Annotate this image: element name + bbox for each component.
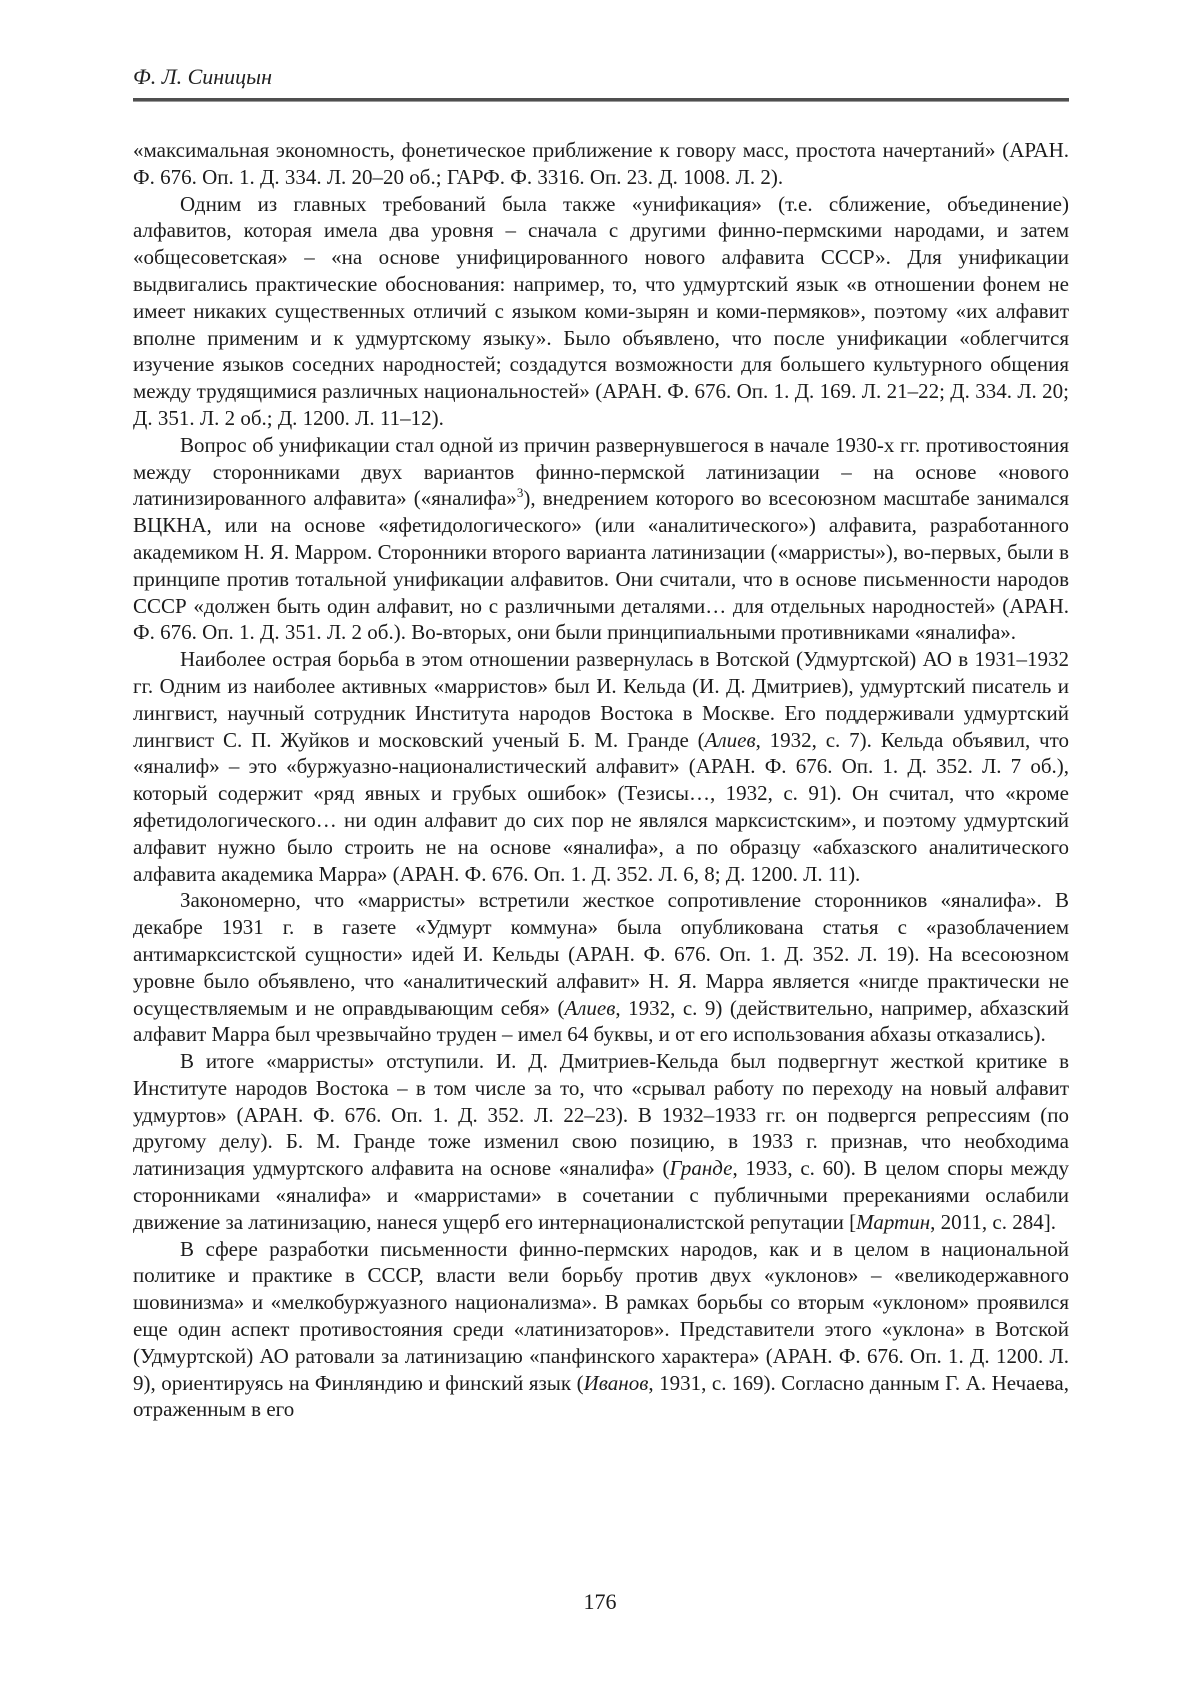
paragraph <box>133 1048 1069 1236</box>
text-run: , 2011, с. 284]. <box>930 1209 1056 1234</box>
text-run: , 1933, с. 60). В целом споры между сторонниками «яналифа» и «марристами» в сочетании с публичными пререканиями ослабили движение за латинизацию, нанеся ущерб его интернационалистской репутации [ <box>133 1156 1069 1234</box>
text-run: В сфере разработки письменности финно-пермских народов, как и в целом в национальной политике и практике в СССР, власти вели борьбу против двух «уклонов» – «великодержавного шовинизма» и «мелкобуржуазного национализма». В рамках борьбы со вторым «уклоном» проявился еще один аспект противостояния среди «латинизаторов». Представители этого «уклона» в Вотской (Удмуртской) АО ратовали за латинизацию «панфинского характера» (АРАН. Ф. 676. Оп. 1. Д. 1200. Л. 9), ориентируясь на Финляндию и финский язык ( <box>133 1236 1069 1395</box>
text-run: , 1932, с. 9) (действительно, например, абхазский алфавит Марра был чрезвычайно труден – имел 64 буквы, и от его использования абхазы отказались). <box>133 995 1069 1047</box>
text-run: «максимальная экономность, фонетическое приближение к говору масс, простота начертаний» (АРАН. Ф. 676. Оп. 1. Д. 334. Л. 20–20 об.; ГАРФ. Ф. 3316. Оп. 23. Д. 1008. Л. 2). <box>133 138 1069 189</box>
italic-text-run: Гранде <box>669 1156 733 1181</box>
text-run: ), внедрением которого во всесоюзном масштабе занимался ВЦКНА, или на основе «яфетидологического» (или «аналитического») алфавита, разработанного академиком Н. Я. Марром. Сторонники второго варианта латинизации («марристы»), во-первых, были в принципе против тотальной унификации алфавитов. Они считали, что в основе письменности народов СССР «должен быть один алфавит, но с различными деталями… для отдельных народностей» (АРАН. Ф. 676. Оп. 1. Д. 351. Л. 2 об.). Во-вторых, они были принципиальными противниками «яналифа». <box>133 486 1069 645</box>
paragraph <box>133 432 1069 646</box>
text-run: , 1932, с. 7). Кельда объявил, что «яналиф» – это «буржуазно-националистический алфавит» (АРАН. Ф. 676. Оп. 1. Д. 352. Л. 7 об.), который содержит «ряд явных и грубых ошибок» (Тезисы…, 1932, с. 91). Он считал, что «кроме яфетидологического… ни один алфавит до сих пор не являлся марксистским», и поэтому удмуртский алфавит нужно было строить не на основе «яналифа», а по образцу «абхазского аналитического алфавита академика Марра» (АРАН. Ф. 676. Оп. 1. Д. 352. Л. 6, 8; Д. 1200. Л. 11). <box>133 727 1069 886</box>
header-rule <box>133 98 1069 102</box>
article-body <box>133 137 1069 1423</box>
italic-text-run: Иванов <box>583 1370 649 1395</box>
text-run: , 1931, с. 169). Согласно данным Г. А. Нечаева, отраженным в его <box>133 1370 1069 1422</box>
italic-text-run: Мартин <box>856 1209 931 1234</box>
paragraph <box>133 646 1069 887</box>
running-header-author: Ф. Л. Синицын <box>133 64 272 89</box>
text-run: В итоге «марристы» отступили. И. Д. Дмитриев-Кельда был подвергнут жесткой критике в Институте народов Востока – в том числе за то, что «срывал работу по переходу на новый алфавит удмуртов» (АРАН. Ф. 676. Оп. 1. Д. 352. Л. 22–23). В 1932–1933 гг. он подвергся репрессиям (по другому делу). Б. М. Гранде тоже изменил свою позицию, в 1933 г. признав, что необходима латинизация удмуртского алфавита на основе «яналифа» ( <box>133 1049 1069 1181</box>
paragraph <box>133 191 1069 432</box>
italic-text-run: Алиев <box>564 995 616 1020</box>
text-run: Одним из главных требований была также «унификация» (т.е. сближение, объединение) алфавитов, которая имела два уровня – сначала с другими финно-пермскими народами, и затем «общесоветская» – «на основе унифицированного нового алфавита СССР». Для унификации выдвигались практические обоснования: например, то, что удмуртский язык «в отношении фонем не имеет никаких существенных отличий с языком коми-зырян и коми-пермяков», поэтому «их алфавит вполне применим и к удмуртскому языку». Было объявлено, что после унификации «облегчится изучение языков соседних народностей; создадутся возможности для большего культурного общения между трудящимися различных национальностей» (АРАН. Ф. 676. Оп. 1. Д. 169. Л. 21–22; Д. 334. Л. 20; Д. 351. Л. 2 об.; Д. 1200. Л. 11–12). <box>133 191 1069 430</box>
page-number: 176 <box>583 1589 617 1614</box>
italic-text-run: Алиев <box>704 727 756 752</box>
paragraph <box>133 137 1069 191</box>
text-run: Закономерно, что «марристы» встретили жесткое сопротивление сторонников «яналифа». В декабре 1931 г. в газете «Удмурт коммуна» была опубликована статья с «разоблачением антимарксистской сущности» идей И. Кельды (АРАН. Ф. 676. Оп. 1. Д. 352. Л. 19). На всесоюзном уровне было объявлено, что «аналитический алфавит» Н. Я. Марра является «нигде практически не осуществляемым и не оправдывающим себя» ( <box>133 888 1069 1020</box>
page-header <box>133 64 1069 102</box>
footnote-reference: 3 <box>516 485 524 501</box>
text-run: Наиболее острая борьба в этом отношении развернулась в Вотской (Удмуртской) АО в 1931–1932 гг. Одним из наиболее активных «марристов» был И. Кельда (И. Д. Дмитриев), удмуртский писатель и лингвист, научный сотрудник Института народов Востока в Москве. Его поддерживали удмуртский лингвист С. П. Жуйков и московский ученый Б. М. Гранде ( <box>133 647 1069 752</box>
paragraph <box>133 1236 1069 1424</box>
text-run: Вопрос об унификации стал одной из причин развернувшегося в начале 1930-х гг. противостояния между сторонниками двух вариантов финно-пермской латинизации – на основе «нового латинизированного алфавита» («яналифа» <box>133 432 1069 511</box>
paragraph <box>133 887 1069 1048</box>
